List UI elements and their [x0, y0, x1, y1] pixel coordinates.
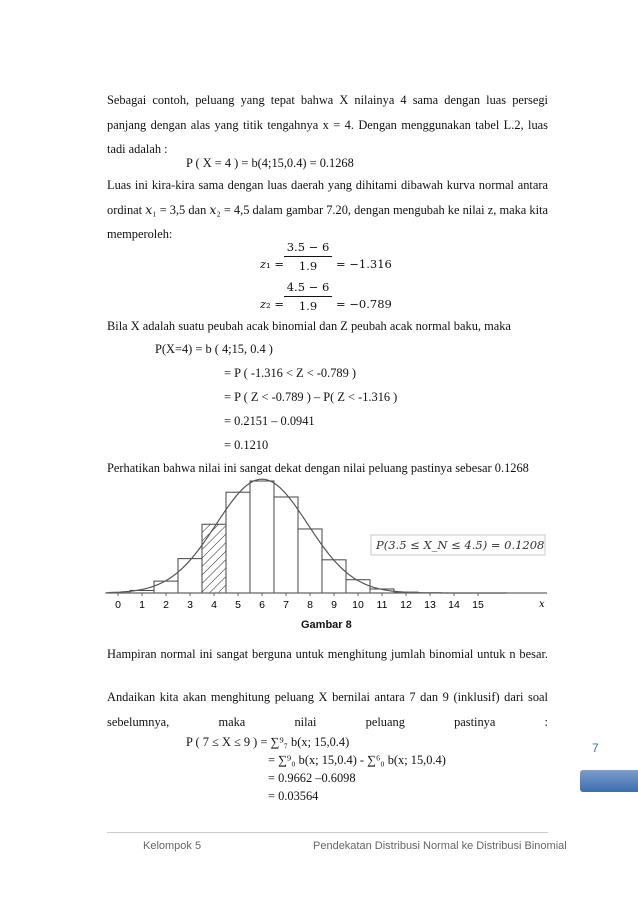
x-tick-label: 0	[115, 599, 121, 611]
bar-8	[298, 529, 322, 593]
binomial-histogram-chart	[103, 470, 550, 616]
x-tick-label: 5	[235, 599, 241, 611]
paragraph-3: Bila X adalah suatu peubah acak binomial dan Z peubah acak normal baku, maka	[107, 319, 511, 333]
z1-fraction	[284, 240, 332, 273]
bar-2	[154, 581, 178, 593]
bar-4	[202, 524, 226, 593]
x-tick-label: 9	[331, 599, 337, 611]
calc-line: = P ( -1.316 < Z < -0.789 )	[224, 366, 357, 380]
z1-denominator: 1.9	[298, 259, 318, 273]
footer-rule	[107, 832, 548, 833]
page-tab-decoration	[580, 770, 638, 792]
bar-7	[274, 497, 298, 593]
calc-line: = 0.1210	[224, 438, 269, 452]
z1-result: = −1.316	[336, 257, 392, 271]
x-tick-label: 10	[352, 599, 364, 611]
figure-caption: Gambar 8	[301, 619, 352, 631]
x-axis-label: x	[539, 599, 545, 610]
calc-line: P(X=4) = b ( 4;15, 0.4 )	[155, 342, 273, 356]
equation-p-x4: P ( X = 4 ) = b(4;15,0.4) = 0.1268	[186, 156, 354, 170]
calc-line: = 0.2151 – 0.0941	[224, 414, 315, 428]
paragraph-6: Andaikan kita akan menghitung peluang X bernilai antara 7 dan 9 (inklusif) dari soal sebelumnya, maka nilai peluang pastinya :	[107, 690, 548, 729]
sum-line: = ∑⁹₀ b(x; 15,0.4) - ∑⁶₀ b(x; 15,0.4)	[268, 753, 446, 767]
page-number: 7	[592, 741, 599, 755]
sum-line: = 0.03564	[268, 789, 319, 803]
z1-lhs: 𝑧₁ =	[260, 257, 284, 271]
x-tick-label: 15	[472, 599, 484, 611]
footer-left: Kelompok 5	[143, 840, 202, 852]
footer-right: Pendekatan Distribusi Normal ke Distribusi Binomial	[313, 840, 567, 852]
x-tick-label: 12	[400, 599, 412, 611]
z2-numerator: 4.5 − 6	[284, 280, 332, 297]
z2-denominator: 1.9	[298, 299, 318, 313]
paragraph-1: Sebagai contoh, peluang yang tepat bahwa X nilainya 4 sama dengan luas persegi panjang dengan alas yang titik tengahnya x = 4. Dengan menggunakan tabel L.2, luas tadi adalah :	[107, 93, 548, 157]
bar-6	[250, 481, 274, 593]
x-tick-label: 13	[424, 599, 436, 611]
calc-line: = P ( Z < -0.789 ) – P( Z < -1.316 )	[224, 390, 398, 404]
annotation-box	[371, 535, 545, 555]
z2-result: = −0.789	[336, 297, 392, 311]
x-tick-label: 8	[307, 599, 313, 611]
paragraph-2: Luas ini kira-kira sama dengan luas daerah yang dihitami dibawah kurva normal antara ordinat 𝑥₁ = 3,5 dan 𝑥₂ = 4,5 dalam gambar 7.20, dengan mengubah ke nilai z, maka kita memperoleh:	[107, 178, 548, 242]
sum-line: = 0.9662 –0.6098	[268, 771, 356, 785]
annotation-text: P(3.5 ≤ X_N ≤ 4.5) = 0.1208	[376, 538, 545, 552]
bar-10	[346, 580, 370, 593]
x-tick-label: 4	[211, 599, 217, 611]
paragraph-5: Hampiran normal ini sangat berguna untuk menghitung jumlah binomial untuk n besar.	[107, 647, 548, 661]
bar-9	[322, 560, 346, 593]
x-tick-label: 7	[283, 599, 289, 611]
z1-numerator: 3.5 − 6	[284, 240, 332, 257]
x-tick-label: 11	[376, 599, 388, 611]
x-tick-label: 14	[448, 599, 460, 611]
bar-5	[226, 492, 250, 593]
x-tick-label: 1	[139, 599, 145, 611]
x-tick-label: 3	[187, 599, 193, 611]
z2-fraction	[284, 280, 332, 313]
x-tick-label: 2	[163, 599, 169, 611]
z2-lhs: 𝑧₂ =	[260, 297, 284, 311]
paragraph-4: Perhatikan bahwa nilai ini sangat dekat dengan nilai peluang pastinya sebesar 0.1268	[107, 461, 529, 475]
x-tick-label: 6	[259, 599, 265, 611]
bar-3	[178, 559, 202, 593]
sum-line: P ( 7 ≤ X ≤ 9 ) = ∑⁹₇ b(x; 15,0.4)	[186, 735, 350, 749]
